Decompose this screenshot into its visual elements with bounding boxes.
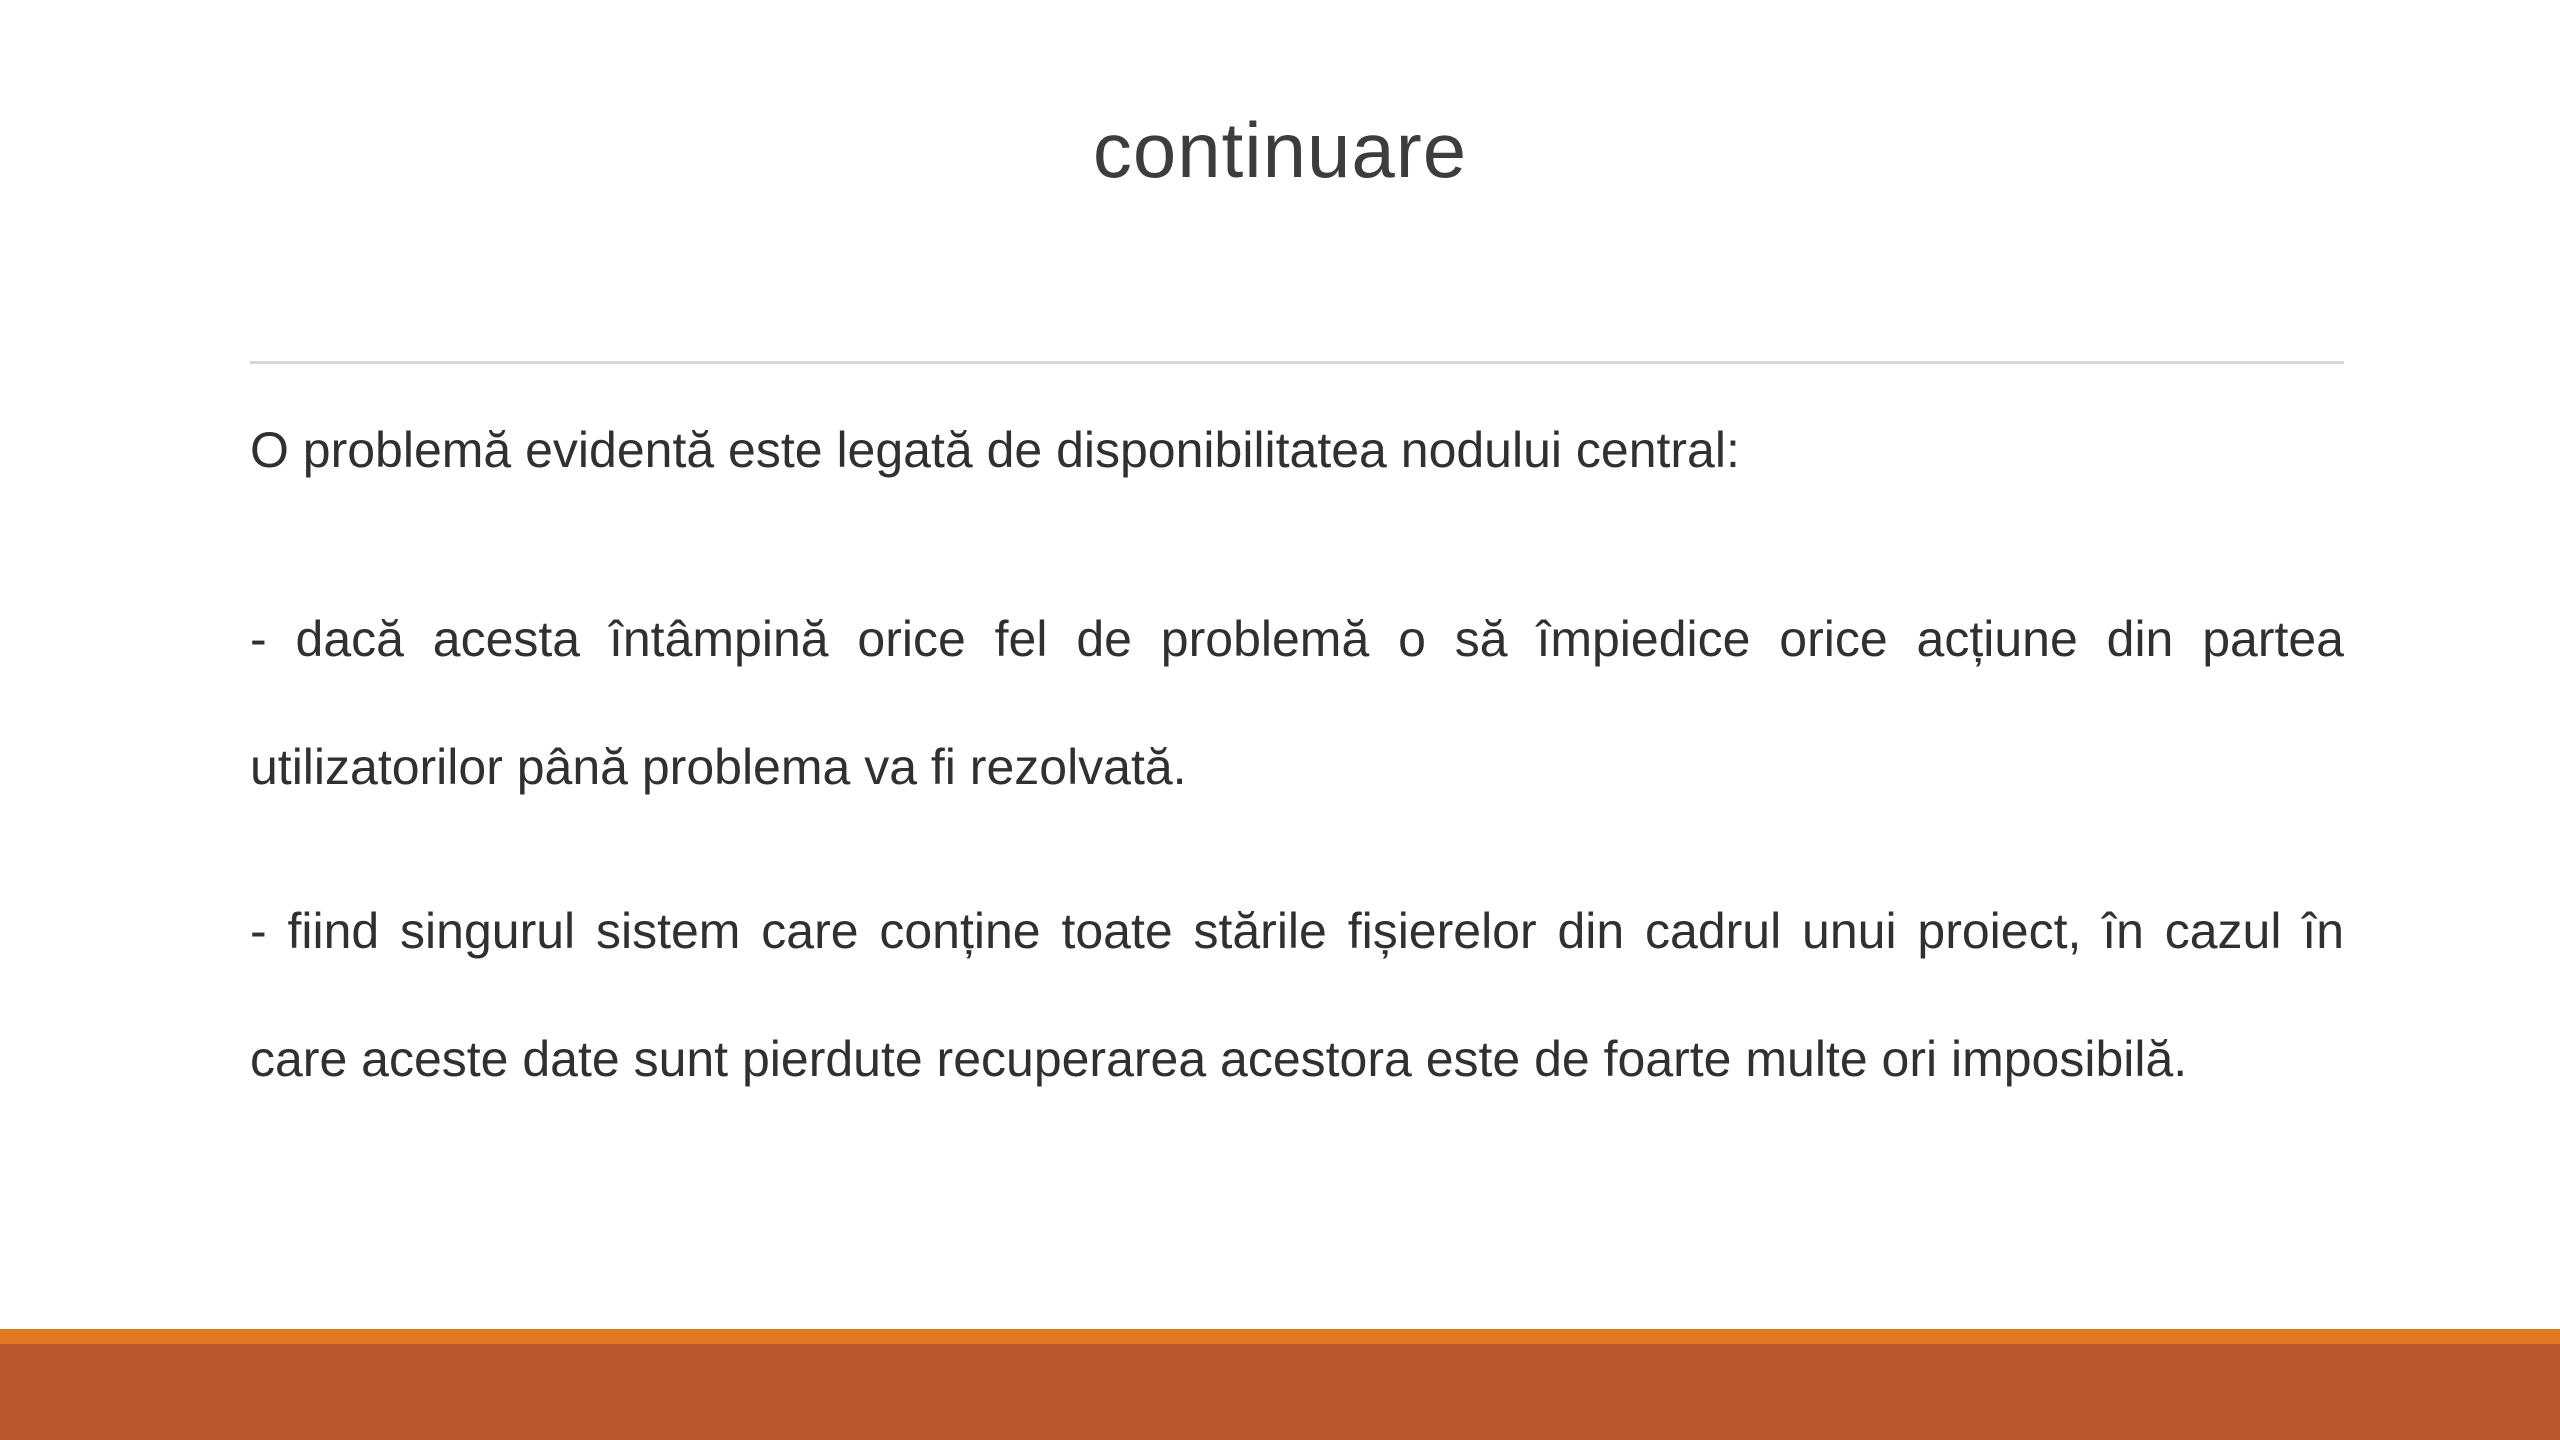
bullet-data-loss: - fiind singurul sistem care conține toate stările fișierelor din cadrul unui proiect, în cazul în care aceste date sunt pierdute recuperarea acestora este de foarte multe ori imposibilă.	[250, 903, 2344, 1087]
slide-body	[250, 410, 2344, 1123]
footer-band	[0, 1344, 2560, 1440]
slide-title: continuare	[1092, 106, 1468, 194]
bullet-availability: - dacă acesta întâmpină orice fel de problemă o să împiedice orice acțiune din partea utilizatorilor până problema va fi rezolvată.	[250, 611, 2344, 795]
footer-accent-band	[0, 1329, 2560, 1344]
intro-paragraph: O problemă evidentă este legată de disponibilitatea nodului central:	[250, 422, 1740, 478]
title-divider	[250, 361, 2344, 364]
